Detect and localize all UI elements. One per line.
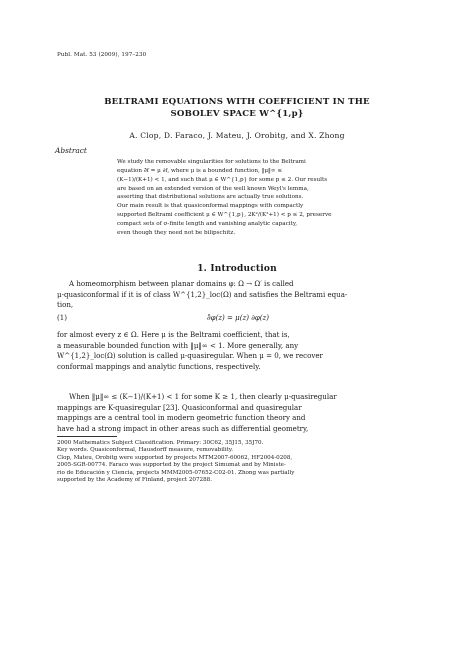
footnote-line: rio de Educación y Ciencia, projects MMM2005-07652-C02-01. Zhong was partially [57,469,295,476]
intro-paragraph-1 [57,279,419,311]
abstract-line: even though they need not be bilipschitz. [117,229,236,236]
abstract-text [117,158,420,238]
abstract-line: We study the removable singularities for solutions to the Beltrami [117,159,306,165]
text-line: μ-quasiconformal if it is of class W^{1,2}_loc(Ω) and satisfies the Beltrami equa- [57,289,348,299]
text-line: W^{1,2}_loc(Ω) solution is called μ-quasiregular. When μ = 0, we recover [57,351,323,361]
abstract-line: equation ∂̄f = μ ∂f, where μ is a bounded function, ‖μ‖∞ ≤ [117,167,283,174]
text-line: When ‖μ‖∞ ≤ (K−1)/(K+1) < 1 for some K ≥ 1, then clearly μ-quasiregular [69,392,337,401]
footnotes [57,440,419,484]
title-line-1: BELTRAMI EQUATIONS WITH COEFFICIENT IN THE [104,97,370,107]
footnote-line: 2000 Mathematics Subject Classification. Primary: 30C62, 35J15, 35J70. [57,440,264,446]
text-line: tion, [57,300,74,310]
intro-paragraph-3 [57,392,419,434]
intro-paragraph-2 [57,330,419,372]
text-line: mappings are K-quasiregular [23]. Quasiconformal and quasiregular [57,402,302,412]
footnote-divider [57,436,117,437]
abstract-line: (K−1)/(K+1) < 1, and such that μ ∈ W^{1,p} for some p ≤ 2. Our results [117,176,328,183]
text-line: have had a strong impact in other areas such as differential geometry, [57,423,309,433]
text-line: conformal mappings and analytic functions, respectively. [57,361,261,371]
equation-body: ∂̄φ(z) = μ(z) ∂φ(z) [207,313,269,322]
running-head: Publ. Mat. 53 (2009), 197–230 [57,52,147,58]
abstract-line: asserting that distributional solutions are actually true solutions. [117,194,304,201]
title-line-2: SOBOLEV SPACE W^{1,p} [170,108,304,119]
footnote-line: 2005-SGR-00774. Faraco was supported by the project Simumat and by Ministe- [57,462,286,469]
paper-title [60,97,414,120]
text-line: A homeomorphism between planar domains φ: Ω → Ω′ is called [69,279,294,288]
author-list: A. Clop, D. Faraco, J. Mateu, J. Orobitg, and X. Zhong [129,131,345,140]
text-line: mappings are a central tool in modern geometric function theory and [57,413,306,423]
abstract-line: are based on an extended version of the well known Weyl's lemma, [117,185,309,192]
abstract-line: Our main result is that quasiconformal mappings with compactly [117,203,304,210]
section-heading: 1. Introduction [197,264,277,274]
footnote-line: Key words. Quasiconformal, Hausdorff measure, removability. [57,447,234,454]
abstract-label: Abstract [55,146,87,155]
footnote-line: supported by the Academy of Finland, project 207288. [57,477,213,484]
equation-number: (1) [57,313,67,322]
text-line: a measurable bounded function with ‖μ‖∞ < 1. More generally, any [57,340,299,350]
abstract-line: supported Beltrami coefficient μ ∈ W^{1,p}, 2K²/(K²+1) < p ≤ 2, preserve [117,212,332,219]
text-line: for almost every z ∈ Ω. Here μ is the Beltrami coefficient, that is, [57,330,290,339]
footnote-line: Clop, Mateu, Orobitg were supported by projects MTM2007-60062, HF2004-0208, [57,454,293,461]
abstract-line: compact sets of σ-finite length and vanishing analytic capacity, [117,220,298,227]
